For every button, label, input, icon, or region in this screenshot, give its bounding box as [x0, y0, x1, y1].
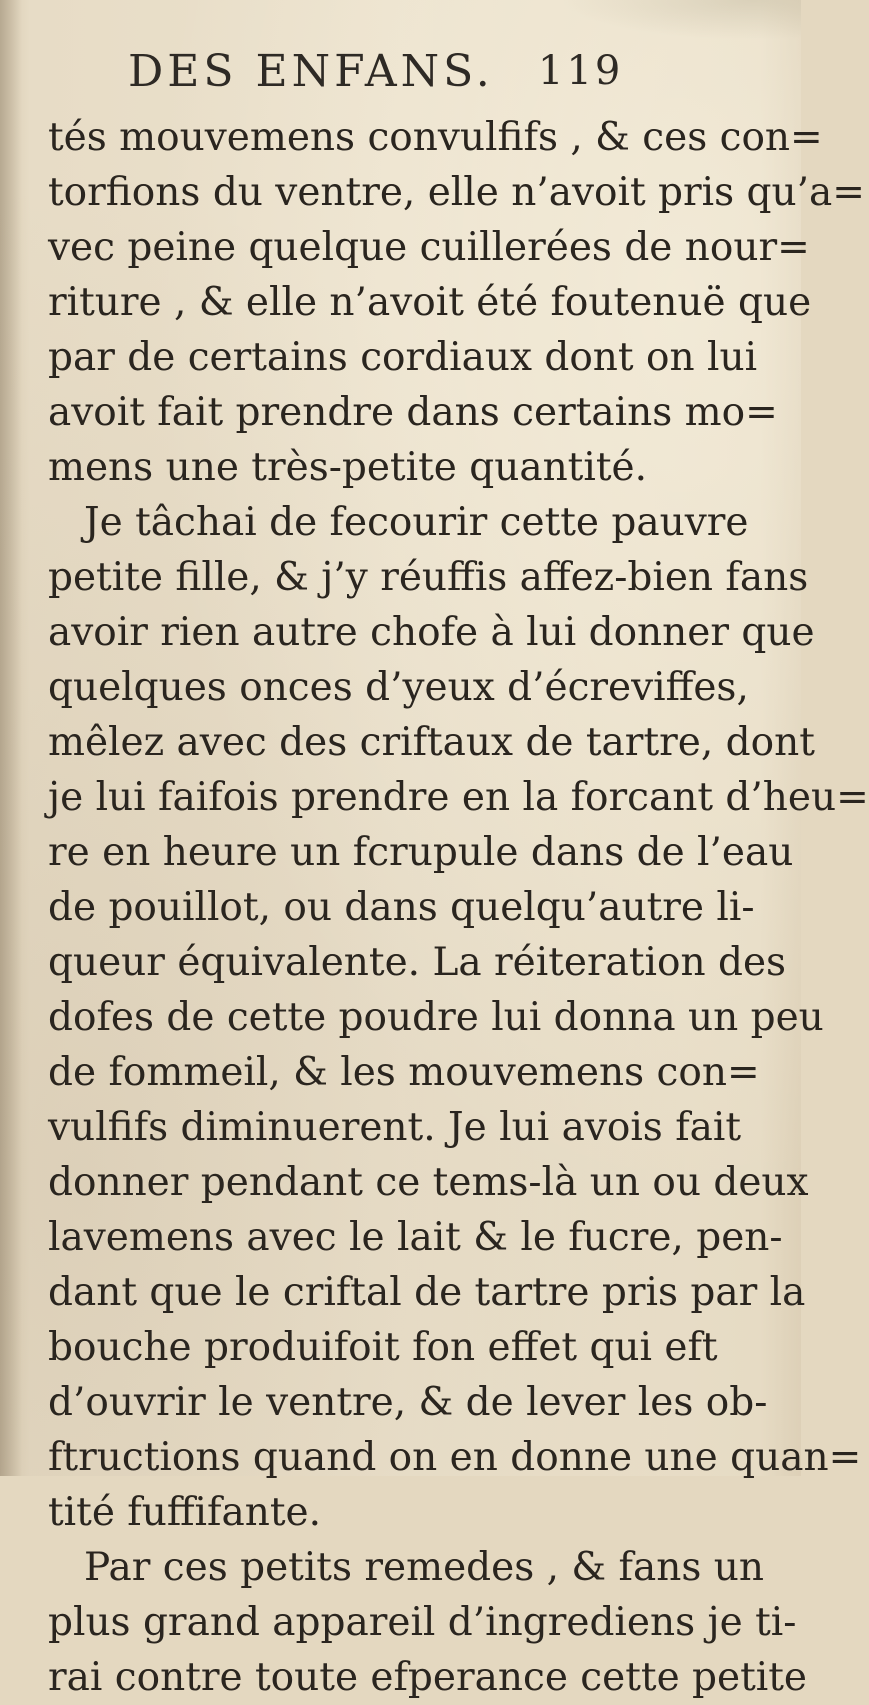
text-line: queur équivalente. La réiteration des — [48, 940, 787, 985]
text-line: de pouillot, ou dans quelqu’autre li- — [48, 885, 755, 930]
text-line: vulfifs diminuerent. Je lui avois fait — [48, 1105, 742, 1150]
paragraph-start-line: Je tâchai de fecourir cette pauvre — [84, 500, 749, 545]
text-line: je lui faifois prendre en la forcant d’heu= — [48, 775, 869, 820]
body-text — [48, 110, 869, 1705]
text-line: avoir rien autre chofe à lui donner que — [48, 610, 815, 655]
text-line: mens une très-petite quantité. — [48, 445, 647, 490]
page-gutter-shadow — [0, 0, 22, 1476]
text-line: de fommeil, & les mouvemens con= — [48, 1050, 760, 1095]
paper-stain — [560, 0, 801, 40]
text-line: d’ouvrir le ventre, & de lever les ob- — [48, 1380, 768, 1425]
page-number: 119 — [538, 48, 624, 94]
text-line: mêlez avec des criftaux de tartre, dont — [48, 720, 815, 765]
text-line: tité fuffifante. — [48, 1490, 321, 1535]
text-line: plus grand appareil d’ingrediens je ti- — [48, 1600, 797, 1645]
text-line: lavemens avec le lait & le fucre, pen- — [48, 1215, 783, 1260]
text-line: par de certains cordiaux dont on lui — [48, 335, 758, 380]
text-line: petite fille, & j’y réuffis affez-bien fans — [48, 555, 809, 600]
text-line: rai contre toute efperance cette petite — [48, 1655, 807, 1700]
text-line: bouche produifoit fon effet qui eft — [48, 1325, 718, 1370]
paragraph-start-line: Par ces petits remedes , & fans un — [84, 1545, 764, 1590]
running-title: DES ENFANS. — [128, 46, 494, 97]
text-line: dofes de cette poudre lui donna un peu — [48, 995, 824, 1040]
text-line: re en heure un fcrupule dans de l’eau — [48, 830, 794, 875]
running-head — [0, 46, 801, 96]
text-line: ftructions quand on en donne une quan= — [48, 1435, 862, 1480]
text-line: torfions du ventre, elle n’avoit pris qu’a= — [48, 170, 865, 215]
text-line: riture , & elle n’avoit été foutenuë que — [48, 280, 812, 325]
text-line: dant que le criftal de tartre pris par la — [48, 1270, 806, 1315]
text-line: avoit fait prendre dans certains mo= — [48, 390, 778, 435]
text-line: donner pendant ce tems-là un ou deux — [48, 1160, 809, 1205]
text-line: quelques onces d’yeux d’écreviffes, — [48, 665, 749, 710]
text-line: vec peine quelque cuillerées de nour= — [48, 225, 810, 270]
text-line: tés mouvemens convulfifs , & ces con= — [48, 115, 823, 160]
